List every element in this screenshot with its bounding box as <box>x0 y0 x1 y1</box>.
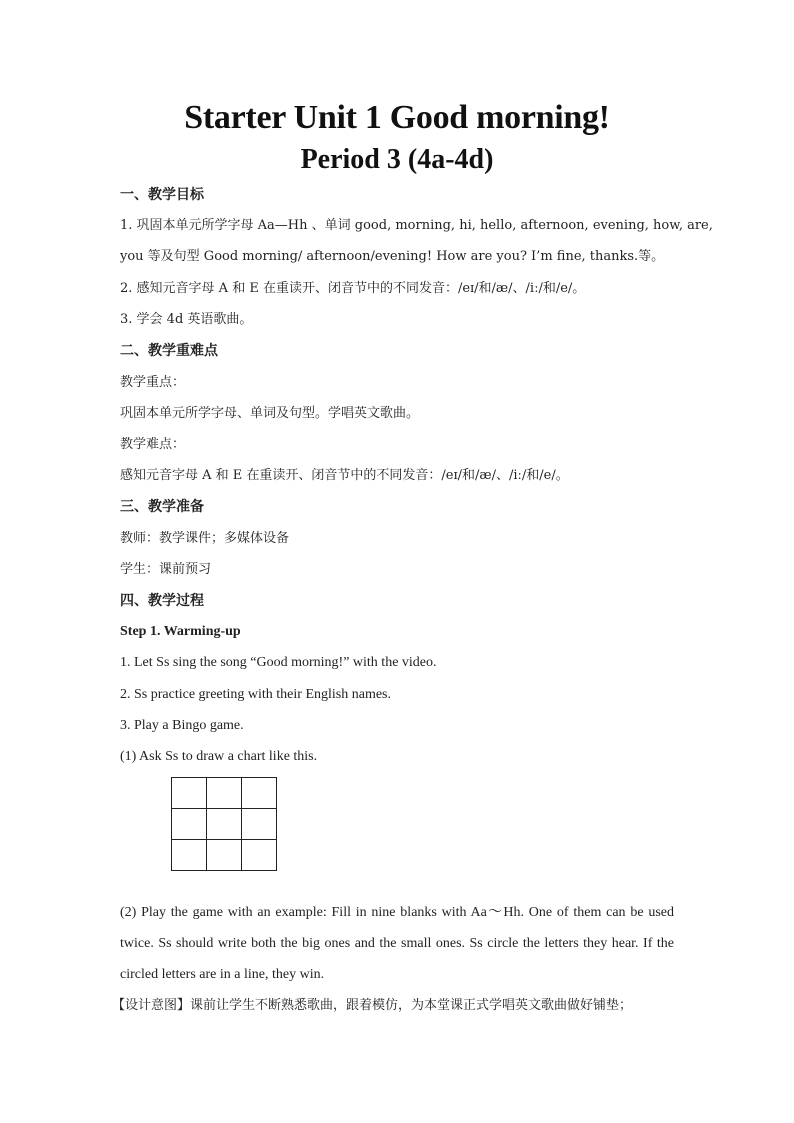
step-1-item-3b-line-2: twice. Ss should write both the big ones and the small ones. Ss circle the letters they hear. If the <box>120 936 674 951</box>
bingo-cell <box>207 778 242 809</box>
objective-1-line-2: you 等及句型 Good morning/ afternoon/evening! How are you? I’m fine, thanks.等。 <box>120 249 665 264</box>
document-subtitle: Period 3 (4a-4d) <box>300 144 494 175</box>
step-1-item-3a: (1) Ask Ss to draw a chart like this. <box>120 749 318 764</box>
bingo-cell <box>242 778 277 809</box>
key-points-heading: 二、教学重难点 <box>120 343 218 359</box>
step-1-item-3b-line-1: (2) Play the game with an example: Fill in nine blanks with Aa～Hh. One of them can be used <box>120 905 674 920</box>
difficulty-text: 感知元音字母 A 和 E 在重读开、闭音节中的不同发音：/eɪ/和/æ/、/iː/和/e/。 <box>120 468 569 483</box>
bingo-grid <box>171 777 277 871</box>
step-1-item-2: 2. Ss practice greeting with their English names. <box>120 687 391 702</box>
preparation-heading: 三、教学准备 <box>120 499 204 515</box>
bingo-cell <box>207 809 242 840</box>
bingo-cell <box>172 809 207 840</box>
preparation-teacher: 教师：教学课件；多媒体设备 <box>120 531 290 546</box>
bingo-cell <box>242 840 277 871</box>
objective-1-line-1: 1. 巩固本单元所学字母 Aa—Hh 、单词 good, morning, hi, hello, afternoon, evening, how, are, <box>120 218 713 233</box>
step-1-heading: Step 1. Warming-up <box>120 624 241 639</box>
document-title: Starter Unit 1 Good morning! <box>184 99 610 136</box>
objective-2: 2. 感知元音字母 A 和 E 在重读开、闭音节中的不同发音：/eɪ/和/æ/、/iː/和/e/。 <box>120 281 586 296</box>
preparation-student: 学生：课前预习 <box>120 562 212 577</box>
bingo-cell <box>242 809 277 840</box>
step-1-item-1: 1. Let Ss sing the song “Good morning!” with the video. <box>120 655 437 670</box>
design-intent: 【设计意图】课前让学生不断熟悉歌曲，跟着模仿，为本堂课正式学唱英文歌曲做好铺垫； <box>112 998 633 1013</box>
process-heading: 四、教学过程 <box>120 593 204 609</box>
difficulty-label: 教学难点： <box>120 437 186 452</box>
bingo-cell <box>207 840 242 871</box>
bingo-cell <box>172 840 207 871</box>
step-1-item-3: 3. Play a Bingo game. <box>120 718 244 733</box>
bingo-cell <box>172 778 207 809</box>
step-1-item-3b-line-3: circled letters are in a line, they win. <box>120 967 325 982</box>
objectives-heading: 一、教学目标 <box>120 187 204 203</box>
objective-3: 3. 学会 4d 英语歌曲。 <box>120 312 253 327</box>
key-points-label: 教学重点： <box>120 375 186 390</box>
key-points-text: 巩固本单元所学字母、单词及句型。学唱英文歌曲。 <box>120 406 420 421</box>
